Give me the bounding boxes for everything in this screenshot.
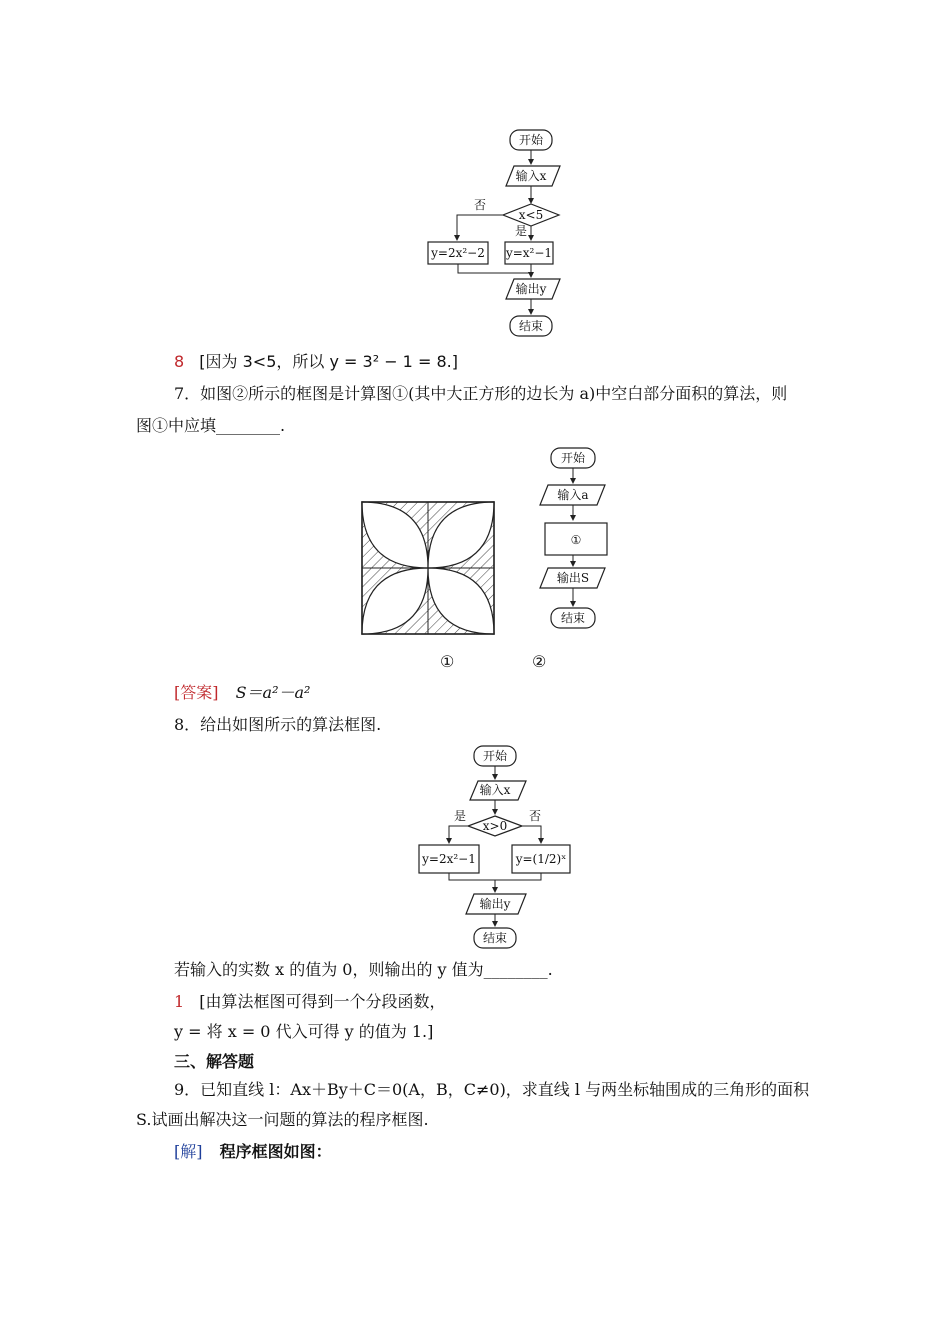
q9-line2: S.试画出解决这一问题的算法的程序框图.	[136, 1110, 429, 1129]
flow1-no-label: 否	[473, 198, 487, 212]
flow1-start-label: 开始	[518, 133, 544, 147]
q8-answer-line1	[174, 992, 446, 1012]
flow3-start-label: 开始	[482, 749, 508, 763]
q7-answer-tag: [答案]	[174, 683, 219, 702]
flow3-output-label: 输出y	[479, 897, 511, 911]
flow2-end-label: 结束	[560, 611, 586, 625]
q8-answer-number: 1	[174, 992, 185, 1011]
flow3-right-box-label: y=(1/2)ˣ	[515, 852, 567, 866]
q6-answer-text: [因为 3<5，所以 y = 3² − 1 = 8.]	[199, 352, 458, 371]
flow2-input-label: 输入a	[557, 488, 589, 502]
flow3-end-label: 结束	[482, 931, 508, 945]
flow1-end-label: 结束	[518, 319, 544, 333]
flow1-right-box-label: y=x²−1	[505, 246, 553, 260]
flow1-left-box-label: y=2x²−2	[431, 246, 485, 260]
q8-answer-line2: y = 将 x = 0 代入可得 y 的值为 1.]	[174, 1022, 434, 1041]
q9-answer	[174, 1142, 332, 1162]
flow1-output-label: 输出y	[515, 282, 547, 296]
flow1-yes-label: 是	[514, 224, 528, 238]
q9-answer-text: 程序框图如图：	[219, 1142, 332, 1161]
flow3-yes-label: 是	[453, 809, 467, 823]
q7-line2: 图①中应填________.	[136, 416, 286, 435]
flow2-output-label: 输出S	[556, 571, 590, 585]
flow2-start-label: 开始	[560, 451, 586, 465]
q7-answer-text: S＝a²－a²	[235, 683, 311, 702]
q7-line1: 7．如图②所示的框图是计算图①(其中大正方形的边长为 a)中空白部分面积的算法，则	[174, 384, 788, 403]
flow1-input-label: 输入x	[515, 169, 547, 183]
q9-line1: 9．已知直线 l：Ax＋By＋C＝0(A，B，C≠0)，求直线 l 与两坐标轴围成的三角形的面积	[174, 1080, 810, 1099]
flow3-input-label: 输入x	[479, 783, 511, 797]
section-3-title: 三、解答题	[174, 1052, 255, 1071]
flow3-left-box-label: y=2x²−1	[422, 852, 476, 866]
flow1-decision-label: x<5	[518, 208, 544, 222]
flow3-no-label: 否	[528, 809, 542, 823]
q8-answer-text1: [由算法框图可得到一个分段函数，	[199, 992, 446, 1011]
q8-text: 8．给出如图所示的算法框图.	[174, 715, 382, 734]
q8-body: 若输入的实数 x 的值为 0，则输出的 y 值为________.	[174, 960, 553, 979]
flow2-process-label: ①	[570, 533, 582, 547]
q6-answer-number: 8	[174, 352, 185, 371]
q9-answer-tag: [解]	[174, 1142, 203, 1161]
figure-2-caption: ②	[532, 652, 547, 671]
figure-1-caption: ①	[440, 652, 455, 671]
flow3-decision-label: x>0	[482, 819, 508, 833]
